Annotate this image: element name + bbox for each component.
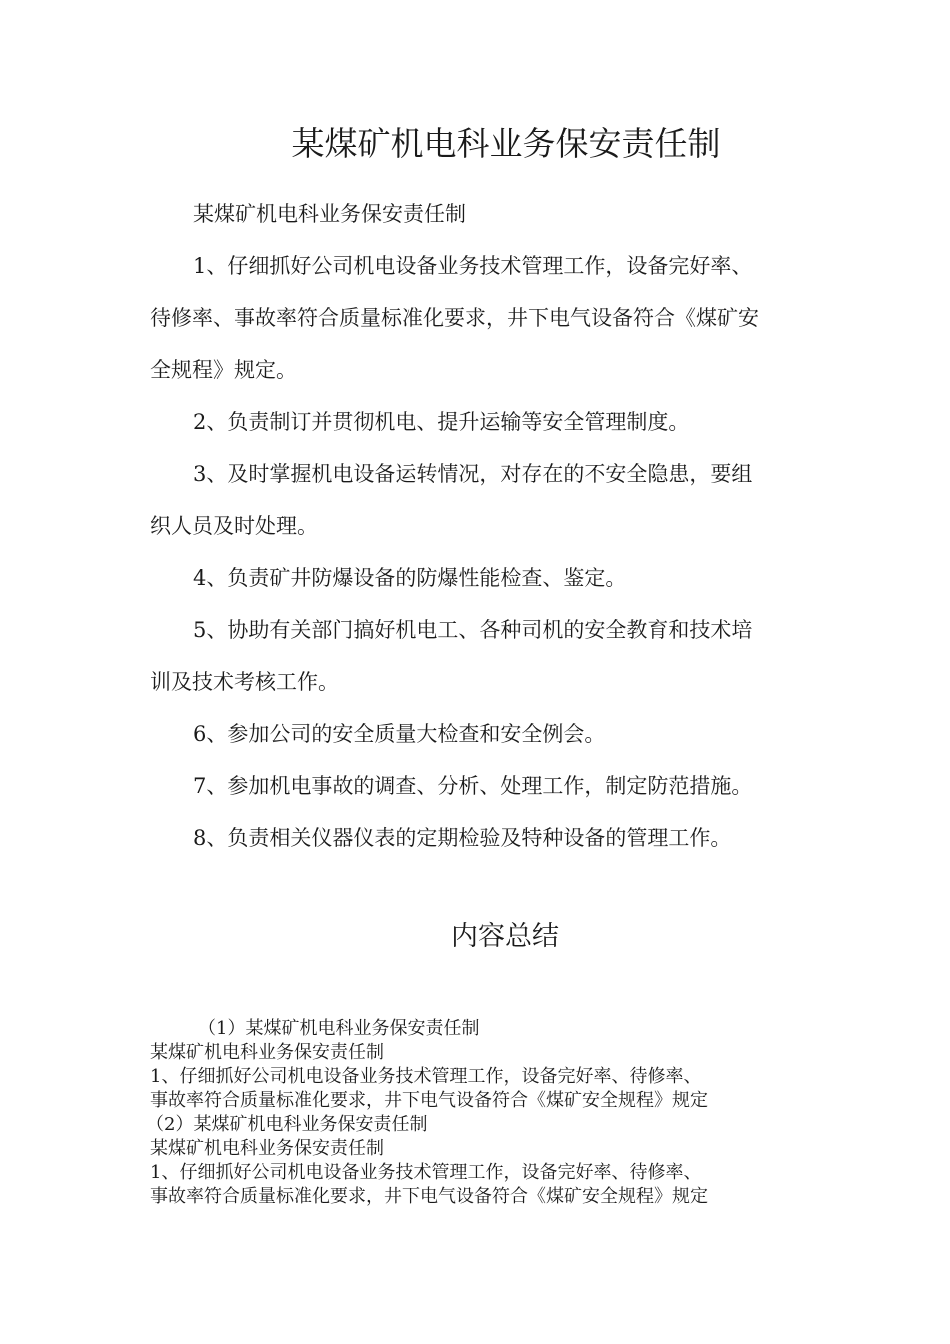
item-4: 4、负责矿井防爆设备的防爆性能检查、鉴定。 — [193, 566, 627, 590]
summary-line: （1）某煤矿机电科业务保安责任制 — [198, 1018, 480, 1039]
item-3-line-1: 3、及时掌握机电设备运转情况，对存在的不安全隐患，要组 — [193, 462, 753, 486]
summary-line: 事故率符合质量标准化要求，井下电气设备符合《煤矿安全规程》规定 — [150, 1186, 708, 1207]
item-3-line-2: 织人员及时处理。 — [150, 514, 318, 538]
item-7: 7、参加机电事故的调查、分析、处理工作，制定防范措施。 — [193, 774, 753, 798]
item-6: 6、参加公司的安全质量大检查和安全例会。 — [193, 722, 606, 746]
summary-title: 内容总结 — [451, 921, 559, 952]
document-subtitle: 某煤矿机电科业务保安责任制 — [193, 202, 466, 226]
item-5-line-2: 训及技术考核工作。 — [150, 670, 339, 694]
summary-line: 某煤矿机电科业务保安责任制 — [150, 1042, 384, 1063]
document-body — [150, 188, 810, 864]
summary-line: 1、仔细抓好公司机电设备业务技术管理工作，设备完好率、待修率、 — [150, 1162, 702, 1183]
summary-line: （2）某煤矿机电科业务保安责任制 — [146, 1114, 428, 1135]
item-1 — [150, 240, 810, 292]
item-1-line-3: 全规程》规定。 — [150, 358, 297, 382]
summary-line: 某煤矿机电科业务保安责任制 — [150, 1138, 384, 1159]
item-8: 8、负责相关仪器仪表的定期检验及特种设备的管理工作。 — [193, 826, 732, 850]
item-2: 2、负责制订并贯彻机电、提升运输等安全管理制度。 — [193, 410, 690, 434]
summary-line: 事故率符合质量标准化要求，井下电气设备符合《煤矿安全规程》规定 — [150, 1090, 708, 1111]
item-1-line-2: 待修率、事故率符合质量标准化要求，井下电气设备符合《煤矿安 — [150, 306, 759, 330]
item-1-line-1: 1、仔细抓好公司机电设备业务技术管理工作，设备完好率、 — [193, 254, 753, 278]
summary-block — [146, 1017, 810, 1209]
item-5-line-1: 5、协助有关部门搞好机电工、各种司机的安全教育和技术培 — [193, 618, 753, 642]
summary-line: 1、仔细抓好公司机电设备业务技术管理工作，设备完好率、待修率、 — [150, 1066, 702, 1087]
document-title: 某煤矿机电科业务保安责任制 — [291, 124, 721, 163]
